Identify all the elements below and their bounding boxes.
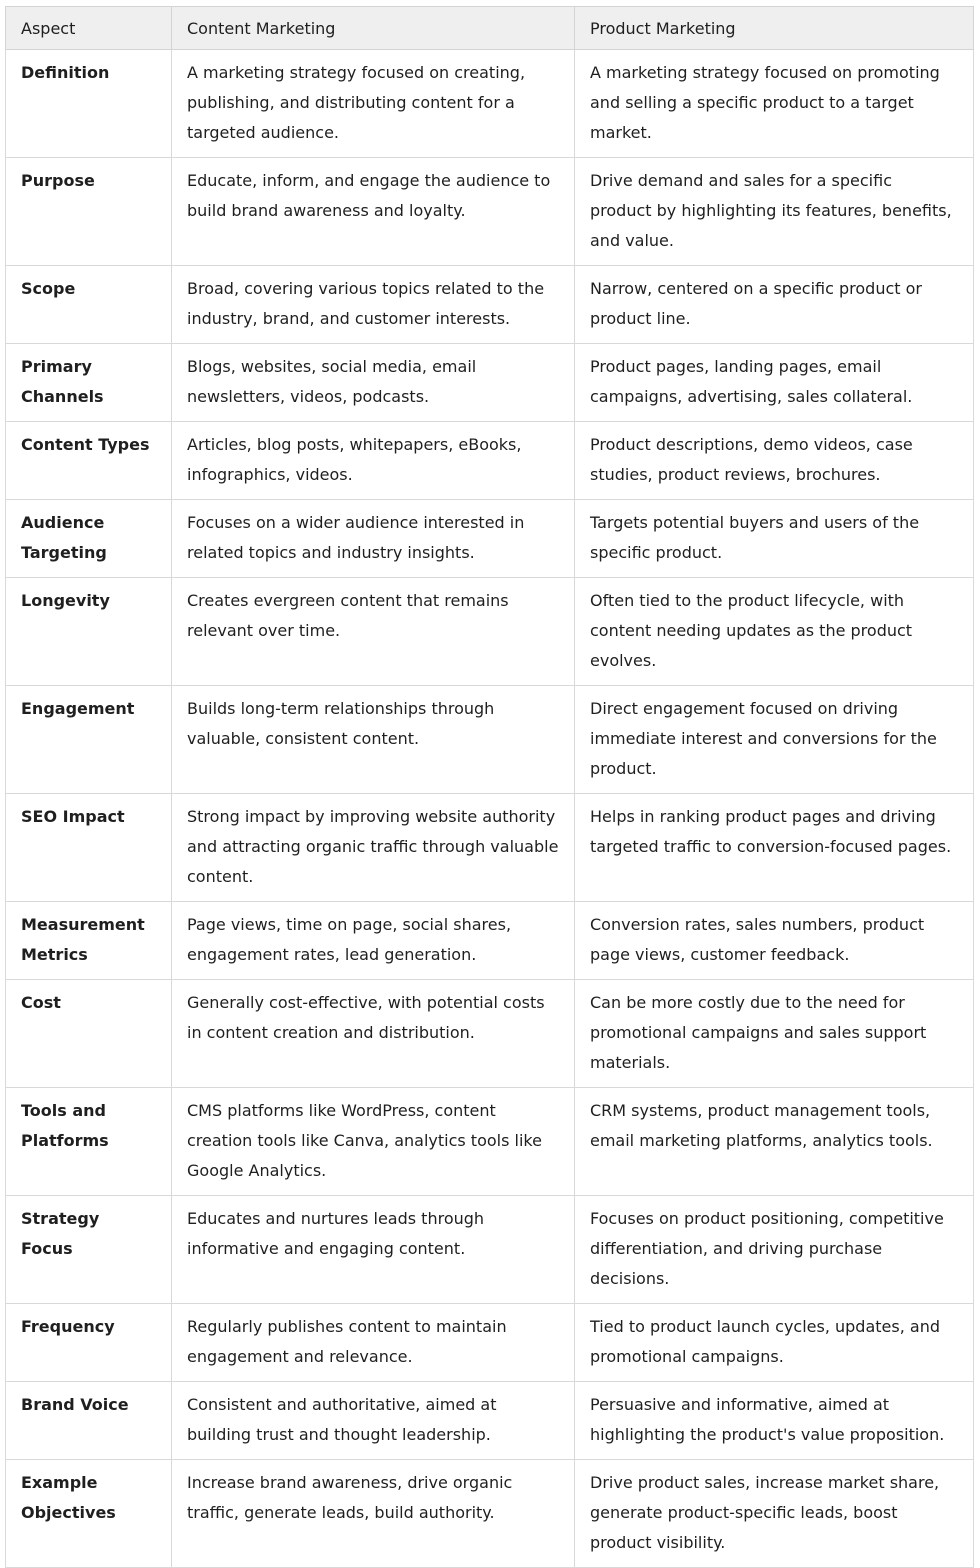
table-row <box>6 266 974 344</box>
table-row <box>6 686 974 794</box>
product-marketing-cell: Focuses on product positioning, competitive differentiation, and driving purchase decisions. <box>575 1196 974 1304</box>
aspect-cell: Engagement <box>6 686 172 794</box>
aspect-cell: Brand Voice <box>6 1382 172 1460</box>
comparison-table-container <box>5 6 973 1568</box>
content-marketing-cell: Consistent and authoritative, aimed at building trust and thought leadership. <box>172 1382 575 1460</box>
table-row <box>6 1088 974 1196</box>
product-marketing-cell: Narrow, centered on a specific product or product line. <box>575 266 974 344</box>
aspect-cell: Example Objectives <box>6 1460 172 1568</box>
product-marketing-cell: CRM systems, product management tools, email marketing platforms, analytics tools. <box>575 1088 974 1196</box>
aspect-cell: Purpose <box>6 158 172 266</box>
product-marketing-cell: A marketing strategy focused on promoting and selling a specific product to a target market. <box>575 50 974 158</box>
product-marketing-cell: Conversion rates, sales numbers, product page views, customer feedback. <box>575 902 974 980</box>
product-marketing-cell: Often tied to the product lifecycle, with content needing updates as the product evolves. <box>575 578 974 686</box>
table-row <box>6 50 974 158</box>
content-marketing-cell: Focuses on a wider audience interested in related topics and industry insights. <box>172 500 575 578</box>
aspect-cell: Scope <box>6 266 172 344</box>
table-row <box>6 158 974 266</box>
product-marketing-cell: Helps in ranking product pages and driving targeted traffic to conversion-focused pages. <box>575 794 974 902</box>
content-marketing-cell: Increase brand awareness, drive organic traffic, generate leads, build authority. <box>172 1460 575 1568</box>
table-row <box>6 422 974 500</box>
aspect-cell: Longevity <box>6 578 172 686</box>
product-marketing-cell: Drive product sales, increase market share, generate product-specific leads, boost product visibility. <box>575 1460 974 1568</box>
table-row <box>6 1196 974 1304</box>
content-marketing-cell: Builds long-term relationships through valuable, consistent content. <box>172 686 575 794</box>
product-marketing-cell: Can be more costly due to the need for promotional campaigns and sales support materials. <box>575 980 974 1088</box>
header-product-marketing: Product Marketing <box>575 7 974 50</box>
aspect-cell: Content Types <box>6 422 172 500</box>
content-marketing-cell: CMS platforms like WordPress, content creation tools like Canva, analytics tools like Google Analytics. <box>172 1088 575 1196</box>
content-marketing-cell: Generally cost-effective, with potential costs in content creation and distribution. <box>172 980 575 1088</box>
table-row <box>6 902 974 980</box>
content-marketing-cell: Blogs, websites, social media, email newsletters, videos, podcasts. <box>172 344 575 422</box>
table-row <box>6 500 974 578</box>
table-row <box>6 980 974 1088</box>
aspect-cell: Audience Targeting <box>6 500 172 578</box>
table-row <box>6 578 974 686</box>
aspect-cell: Primary Channels <box>6 344 172 422</box>
header-content-marketing: Content Marketing <box>172 7 575 50</box>
product-marketing-cell: Tied to product launch cycles, updates, and promotional campaigns. <box>575 1304 974 1382</box>
content-marketing-cell: Strong impact by improving website authority and attracting organic traffic through valuable content. <box>172 794 575 902</box>
content-marketing-cell: Broad, covering various topics related to the industry, brand, and customer interests. <box>172 266 575 344</box>
content-marketing-cell: Creates evergreen content that remains relevant over time. <box>172 578 575 686</box>
table-row <box>6 1382 974 1460</box>
aspect-cell: Strategy Focus <box>6 1196 172 1304</box>
content-marketing-cell: Educates and nurtures leads through informative and engaging content. <box>172 1196 575 1304</box>
content-marketing-cell: Page views, time on page, social shares, engagement rates, lead generation. <box>172 902 575 980</box>
aspect-cell: SEO Impact <box>6 794 172 902</box>
content-marketing-cell: Articles, blog posts, whitepapers, eBooks, infographics, videos. <box>172 422 575 500</box>
table-row <box>6 794 974 902</box>
product-marketing-cell: Product descriptions, demo videos, case studies, product reviews, brochures. <box>575 422 974 500</box>
content-marketing-cell: A marketing strategy focused on creating, publishing, and distributing content for a targeted audience. <box>172 50 575 158</box>
content-marketing-cell: Regularly publishes content to maintain engagement and relevance. <box>172 1304 575 1382</box>
aspect-cell: Cost <box>6 980 172 1088</box>
comparison-table <box>5 6 974 1568</box>
product-marketing-cell: Persuasive and informative, aimed at highlighting the product's value proposition. <box>575 1382 974 1460</box>
table-header-row <box>6 7 974 50</box>
product-marketing-cell: Drive demand and sales for a specific product by highlighting its features, benefits, and value. <box>575 158 974 266</box>
table-row <box>6 1304 974 1382</box>
aspect-cell: Definition <box>6 50 172 158</box>
aspect-cell: Tools and Platforms <box>6 1088 172 1196</box>
table-row <box>6 344 974 422</box>
header-aspect: Aspect <box>6 7 172 50</box>
content-marketing-cell: Educate, inform, and engage the audience to build brand awareness and loyalty. <box>172 158 575 266</box>
product-marketing-cell: Targets potential buyers and users of the specific product. <box>575 500 974 578</box>
product-marketing-cell: Direct engagement focused on driving immediate interest and conversions for the product. <box>575 686 974 794</box>
product-marketing-cell: Product pages, landing pages, email campaigns, advertising, sales collateral. <box>575 344 974 422</box>
aspect-cell: Frequency <box>6 1304 172 1382</box>
aspect-cell: Measurement Metrics <box>6 902 172 980</box>
table-row <box>6 1460 974 1568</box>
